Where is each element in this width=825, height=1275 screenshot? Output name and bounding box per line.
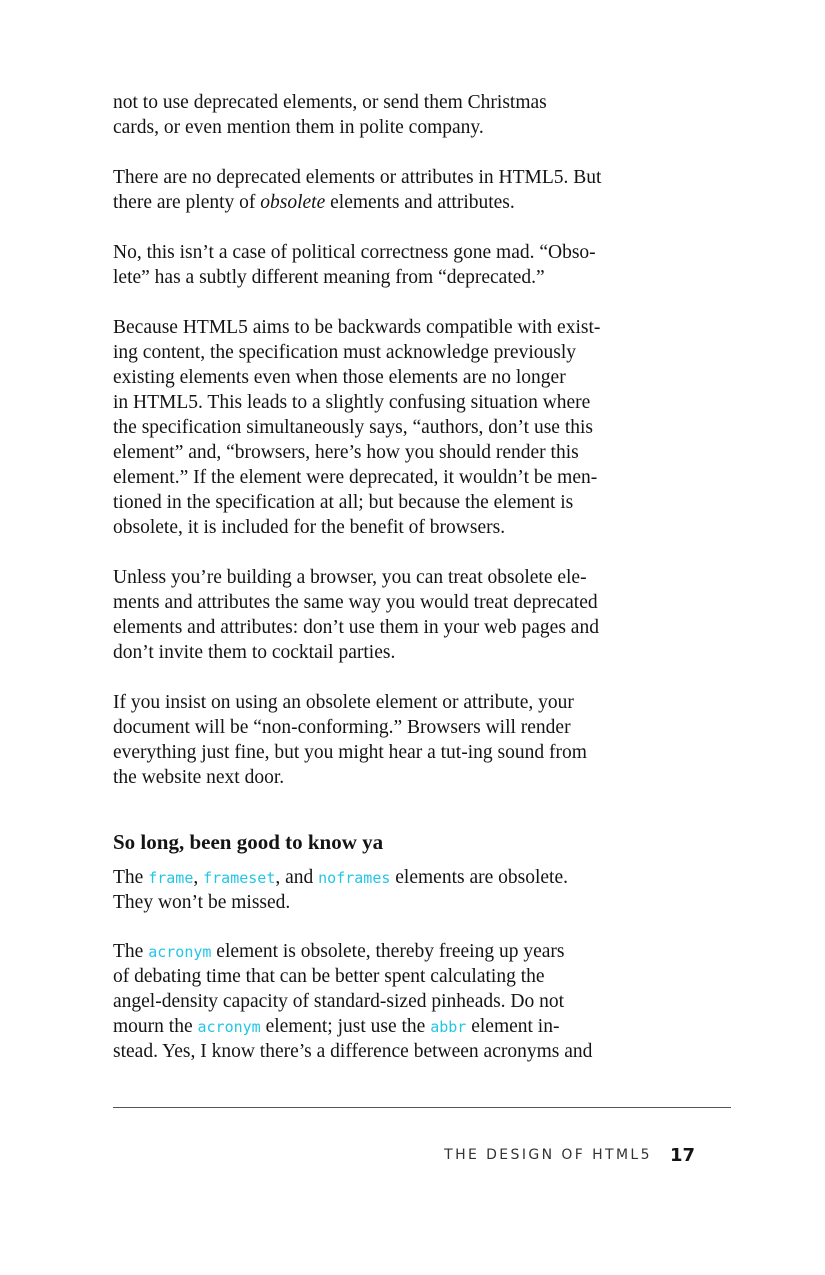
code-term: acronym bbox=[197, 1018, 261, 1036]
text-line bbox=[113, 964, 673, 989]
text-segment: the website next door. bbox=[113, 767, 285, 788]
text-line bbox=[113, 615, 673, 640]
text-segment: element; just use the bbox=[260, 1016, 431, 1037]
text-segment: in HTML5. This leads to a slightly confusing situation where bbox=[113, 392, 591, 413]
emphasis-text: obsolete bbox=[260, 192, 326, 213]
text-segment: elements and attributes. bbox=[325, 192, 515, 213]
text-line bbox=[113, 390, 673, 415]
text-line bbox=[113, 240, 673, 265]
body-text bbox=[113, 90, 673, 790]
text-segment: not to use deprecated elements, or send them Christmas bbox=[113, 92, 547, 113]
text-line bbox=[113, 1039, 673, 1064]
page-footer bbox=[444, 1143, 695, 1167]
text-line bbox=[113, 590, 673, 615]
text-line bbox=[113, 515, 673, 540]
text-line bbox=[113, 340, 673, 365]
text-segment: the specification simultaneously says, “authors, don’t use this bbox=[113, 417, 594, 438]
text-segment: Because HTML5 aims to be backwards compatible with exist- bbox=[113, 317, 601, 338]
text-line bbox=[113, 465, 673, 490]
section-text bbox=[113, 865, 673, 1064]
text-segment: obsolete, it is included for the benefit of browsers. bbox=[113, 517, 506, 538]
text-segment: , bbox=[193, 867, 204, 888]
text-segment: The bbox=[113, 867, 149, 888]
code-term: abbr bbox=[430, 1018, 467, 1036]
text-segment: there are plenty of bbox=[113, 192, 261, 213]
text-segment: stead. Yes, I know there’s a difference between acronyms and bbox=[113, 1041, 593, 1062]
text-line bbox=[113, 640, 673, 665]
running-title: THE DESIGN OF HTML5 bbox=[444, 1147, 652, 1163]
text-line bbox=[113, 939, 673, 964]
text-line bbox=[113, 890, 673, 915]
code-term: noframes bbox=[318, 869, 391, 887]
paragraph bbox=[113, 165, 673, 215]
text-line bbox=[113, 1014, 673, 1039]
footer-rule bbox=[113, 1107, 731, 1108]
text-segment: elements and attributes: don’t use them in your web pages and bbox=[113, 617, 599, 638]
text-line bbox=[113, 165, 673, 190]
text-segment: don’t invite them to cocktail parties. bbox=[113, 642, 396, 663]
paragraph bbox=[113, 939, 673, 1064]
text-line bbox=[113, 740, 673, 765]
text-line bbox=[113, 765, 673, 790]
text-line bbox=[113, 365, 673, 390]
page-number: 17 bbox=[669, 1144, 695, 1166]
text-segment: document will be “non-conforming.” Browsers will render bbox=[113, 717, 571, 738]
text-line bbox=[113, 989, 673, 1014]
text-line bbox=[113, 440, 673, 465]
paragraph bbox=[113, 90, 673, 140]
text-line bbox=[113, 265, 673, 290]
paragraph bbox=[113, 690, 673, 790]
paragraph bbox=[113, 565, 673, 665]
text-segment: element.” If the element were deprecated, it wouldn’t be men- bbox=[113, 467, 598, 488]
text-segment: element” and, “browsers, here’s how you should render this bbox=[113, 442, 579, 463]
text-segment: ing content, the specification must acknowledge previously bbox=[113, 342, 577, 363]
text-line bbox=[113, 690, 673, 715]
text-segment: tioned in the specification at all; but because the element is bbox=[113, 492, 574, 513]
paragraph bbox=[113, 865, 673, 915]
text-line bbox=[113, 865, 673, 890]
text-line bbox=[113, 565, 673, 590]
section-heading: So long, been good to know ya bbox=[113, 830, 384, 854]
text-segment: element is obsolete, thereby freeing up years bbox=[211, 941, 565, 962]
text-segment: existing elements even when those elements are no longer bbox=[113, 367, 566, 388]
text-segment: mourn the bbox=[113, 1016, 198, 1037]
paragraph bbox=[113, 315, 673, 540]
text-line bbox=[113, 315, 673, 340]
text-line bbox=[113, 190, 673, 215]
text-segment: If you insist on using an obsolete element or attribute, your bbox=[113, 692, 574, 713]
text-segment: ments and attributes the same way you would treat deprecated bbox=[113, 592, 598, 613]
text-segment: cards, or even mention them in polite company. bbox=[113, 117, 484, 138]
text-segment: everything just fine, but you might hear a tut-ing sound from bbox=[113, 742, 587, 763]
code-term: acronym bbox=[148, 943, 212, 961]
text-segment: No, this isn’t a case of political correctness gone mad. “Obso- bbox=[113, 242, 596, 263]
text-line bbox=[113, 90, 673, 115]
text-segment: element in- bbox=[466, 1016, 560, 1037]
text-segment: elements are obsolete. bbox=[390, 867, 568, 888]
text-line bbox=[113, 115, 673, 140]
text-segment: of debating time that can be better spent calculating the bbox=[113, 966, 545, 987]
text-segment: Unless you’re building a browser, you can treat obsolete ele- bbox=[113, 567, 587, 588]
code-term: frameset bbox=[203, 869, 276, 887]
text-line bbox=[113, 415, 673, 440]
text-segment: , and bbox=[275, 867, 319, 888]
text-segment: They won’t be missed. bbox=[113, 892, 291, 913]
text-segment: There are no deprecated elements or attributes in HTML5. But bbox=[113, 167, 602, 188]
text-line bbox=[113, 715, 673, 740]
code-term: frame bbox=[148, 869, 194, 887]
text-line bbox=[113, 490, 673, 515]
paragraph bbox=[113, 240, 673, 290]
text-segment: lete” has a subtly different meaning from “deprecated.” bbox=[113, 267, 545, 288]
text-segment: The bbox=[113, 941, 149, 962]
text-segment: angel-density capacity of standard-sized pinheads. Do not bbox=[113, 991, 565, 1012]
